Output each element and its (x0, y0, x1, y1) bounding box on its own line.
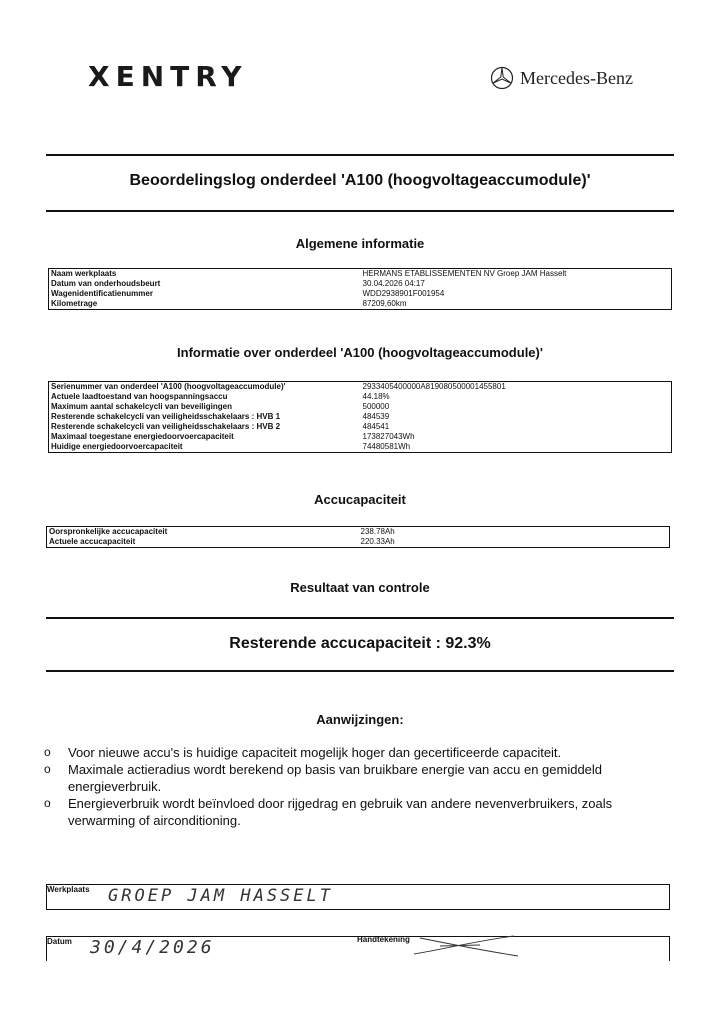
row-label: Maximaal toegestane energiedoorvoercapaciteit (51, 432, 234, 441)
list-item (44, 795, 664, 829)
row-value: 74480581Wh (362, 442, 411, 451)
row-label: Maximum aantal schakelcycli van beveiligingen (51, 402, 232, 411)
workshop-label: Werkplaats (47, 885, 90, 894)
result-bottom-rule (46, 670, 674, 672)
table-row (49, 382, 672, 393)
table-row (49, 269, 672, 280)
row-label: Actuele accucapaciteit (49, 537, 136, 546)
row-label: Wagenidentificatienummer (51, 289, 153, 298)
table-row (49, 392, 672, 402)
title-top-rule (46, 154, 674, 156)
table-row (49, 432, 672, 442)
note-text: Voor nieuwe accu's is huidige capaciteit mogelijk hoger dan gecertificeerde capaciteit. (68, 745, 562, 760)
capacity-heading: Accucapaciteit (314, 492, 406, 507)
mercedes-star-icon (490, 66, 514, 90)
bullet: o (44, 762, 51, 776)
row-label: Resterende schakelcycli van veiligheidsschakelaars : HVB 2 (51, 422, 281, 431)
row-value: 238.78Ah (360, 527, 395, 536)
general-info-table (48, 268, 672, 310)
row-label: Kilometrage (51, 299, 98, 308)
row-value: 484541 (362, 422, 390, 431)
capacity-table (46, 526, 670, 548)
table-row (49, 289, 672, 299)
row-value: 173827043Wh (362, 432, 415, 441)
row-label: Naam werkplaats (51, 269, 117, 278)
row-value: 220.33Ah (360, 537, 395, 546)
table-row (49, 412, 672, 422)
component-info-heading: Informatie over onderdeel 'A100 (hoogvoltageaccumodule)' (177, 345, 543, 360)
signature-label: Handtekening (357, 935, 410, 944)
notes-heading: Aanwijzingen: (316, 712, 404, 727)
row-value: 30.04.2026 04:17 (362, 279, 425, 288)
table-row (49, 402, 672, 412)
mercedes-benz-wordmark: Mercedes-Benz (520, 67, 633, 88)
date-handwritten: 30/4/2026 (90, 937, 215, 958)
general-info-heading: Algemene informatie (295, 236, 425, 251)
mercedes-benz-logo (490, 66, 633, 90)
list-item (44, 744, 664, 761)
bullet: o (44, 796, 51, 810)
table-row (49, 279, 672, 289)
signature-scribble (410, 932, 522, 960)
page-title: Beoordelingslog onderdeel 'A100 (hoogvoltageaccumodule)' (129, 172, 591, 189)
row-value: 87209,60km (362, 299, 407, 308)
row-label: Serienummer van onderdeel 'A100 (hoogvoltageaccumodule)' (51, 382, 286, 391)
title-bottom-rule (46, 210, 674, 212)
remaining-capacity-result: Resterende accucapaciteit : 92.3% (229, 635, 491, 652)
date-label: Datum (47, 937, 72, 946)
component-info-table (48, 381, 672, 453)
row-value: 2933405400000A819080500001455801 (362, 382, 506, 391)
row-label: Resterende schakelcycli van veiligheidsschakelaars : HVB 1 (51, 412, 281, 421)
workshop-handwritten: GROEP JAM HASSELT (108, 886, 333, 906)
result-top-rule (46, 617, 674, 619)
row-label: Actuele laadtoestand van hoogspanningsaccu (51, 392, 228, 401)
bullet: o (44, 745, 51, 759)
xentry-logo: XENTRY (88, 60, 248, 93)
list-item (44, 761, 664, 795)
row-value: 44.18% (362, 392, 390, 401)
result-heading: Resultaat van controle (290, 580, 430, 595)
table-row (47, 527, 670, 538)
row-label: Datum van onderhoudsbeurt (51, 279, 161, 288)
row-value: 484539 (362, 412, 390, 421)
note-text: Energieverbruik wordt beïnvloed door rijgedrag en gebruik van andere nevenverbruikers, zoals verwarming of airconditioning. (68, 796, 613, 828)
table-row (49, 422, 672, 432)
row-label: Oorspronkelijke accucapaciteit (49, 527, 168, 536)
table-row (49, 299, 672, 310)
row-value: WDD2938901F001954 (362, 289, 445, 298)
row-label: Huidige energiedoorvoercapaciteit (51, 442, 183, 451)
table-row (49, 442, 672, 453)
row-value: HERMANS ETABLISSEMENTEN NV Groep JAM Hasselt (362, 269, 567, 278)
note-text: Maximale actieradius wordt berekend op basis van bruikbare energie van accu en gemiddeld energieverbruik. (68, 762, 603, 794)
notes-list (44, 744, 664, 829)
row-value: 500000 (362, 402, 390, 411)
table-row (47, 537, 670, 548)
